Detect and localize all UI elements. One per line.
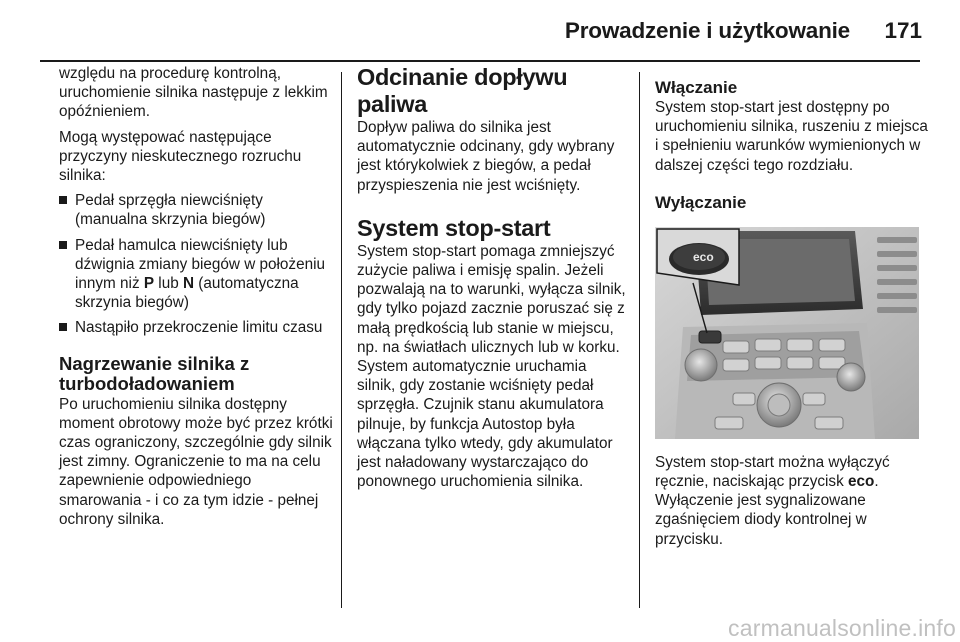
- section-heading-fuel-cutoff: Odcinanie dopływu paliwa: [357, 64, 568, 117]
- bullet-square-icon: [59, 241, 67, 249]
- column-divider-left: [341, 72, 342, 608]
- section-heading-enabling: Włączanie: [655, 78, 738, 97]
- page-number: 171: [884, 18, 922, 43]
- eco-inline-label: eco: [847, 473, 875, 491]
- paragraph-turbo-warmup: Po uruchomieniu silnika dostępny moment obrotowy może być przez krótki czas ograniczony, szczególnie gdy silnik jest zimny. Ograniczenie to ma na celu zapewnienie odpowiedniego smarowania - i co za tym idzie - pełnej ochrony silnika.: [59, 395, 333, 528]
- paragraph-fuel-cutoff: Dopływ paliwa do silnika jest automatycznie odcinany, gdy wybrany jest którykolwiek z biegów, a pedał przyspieszenia nie jest wciśnięty.: [357, 119, 615, 194]
- bullet-square-icon: [59, 323, 67, 331]
- page-header: [0, 0, 960, 62]
- header-rule: [40, 60, 920, 62]
- paragraph-start-failure-causes: Mogą występować następujące przyczyny nieskutecznego rozruchu silnika:: [59, 128, 302, 185]
- eco-button-label: eco: [693, 249, 714, 264]
- list-item: Pedał hamulca niewciśnięty lub dźwignia zmiany biegów w położeniu innym niż P lub N (automatyczna skrzynia biegów): [59, 236, 335, 313]
- paragraph-stop-start: System stop-start pomaga zmniejszyć zużycie paliwa i emisję spalin. Jeżeli pozwalają na to warunki, wyłącza silnik, gdy tylko pojazd zacznie poruszać się z małą prędkością lub stanie w miejscu, np. na światłach ulicznych lub w korku. System automatycznie uruchamia silnik, gdy zostanie wciśnięty pedał sprzęgła. Czujnik stanu akumulatora pilnuje, by funkcja Autostop była włączana tylko wtedy, gdy akumulator jest naładowany wystarczająco do ponownego uruchomienia silnika.: [357, 242, 626, 491]
- section-heading-disabling: Wyłączanie: [655, 192, 747, 212]
- section-heading-stop-start: System stop-start: [357, 214, 551, 241]
- start-failure-list: [59, 191, 335, 337]
- gear-n-label: N: [182, 275, 195, 293]
- column-divider-right: [639, 72, 640, 608]
- bullet-square-icon: [59, 196, 67, 204]
- list-item: Nastąpiło przekroczenie limitu czasu: [59, 318, 335, 337]
- gear-p-label: P: [143, 275, 155, 293]
- paragraph-enabling: System stop-start jest dostępny po uruchomieniu silnika, ruszeniu z miejsca i spełnieniu warunków wymienionych w dalszej części tego rozdziału.: [655, 99, 928, 174]
- paragraph-control-procedure: względu na procedurę kontrolną, uruchomienie silnika następuje z lekkim opóźnieniem.: [59, 65, 328, 121]
- column-left: [59, 64, 335, 529]
- column-middle: [357, 64, 629, 491]
- section-heading-turbo-warmup: Nagrzewanie silnika z turbodoładowaniem: [59, 352, 250, 395]
- paragraph-disabling: System stop-start można wyłączyć ręcznie, naciskając przycisk eco. Wyłączenie jest sygnalizowane zgaśnięciem diody kontrolnej w przycisku.: [655, 453, 890, 548]
- list-item: Pedał sprzęgła niewciśnięty (manualna skrzynia biegów): [59, 191, 335, 229]
- watermark: carmanualsonline.info: [728, 615, 956, 641]
- eco-button-photo: [655, 227, 919, 439]
- page-title: Prowadzenie i użytkowanie: [564, 18, 850, 43]
- column-right: [655, 64, 931, 549]
